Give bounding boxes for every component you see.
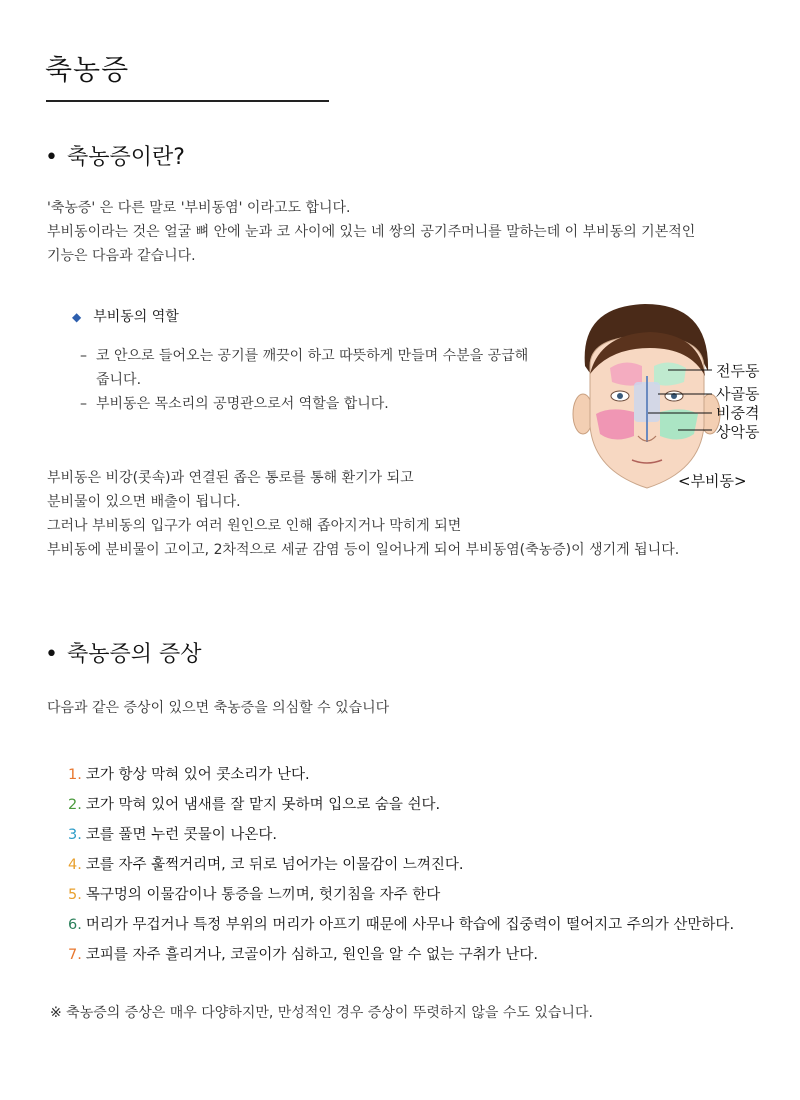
symptom-number: 1. — [68, 767, 82, 783]
section-heading-text: 축농증의 증상 — [67, 642, 202, 667]
symptom-number: 5. — [68, 887, 82, 903]
intro-paragraph — [47, 196, 767, 268]
symptom-item — [68, 940, 788, 970]
intro-line: 부비동이라는 것은 얼굴 뼈 안에 눈과 코 사이에 있는 네 쌍의 공기주머니를 말하는데 이 부비동의 기본적인 — [47, 224, 696, 240]
maxillary-sinus-right — [660, 409, 698, 439]
page-title: 축농증 — [45, 53, 130, 86]
symptom-text: 코피를 자주 흘리거나, 코골이가 심하고, 원인을 알 수 없는 구취가 난다. — [85, 947, 538, 963]
label-ethmoid-sinus: 사골동 — [716, 385, 760, 403]
symptom-number: 3. — [68, 827, 82, 843]
symptom-number: 2. — [68, 797, 82, 813]
symptom-text: 코를 자주 훌쩍거리며, 코 뒤로 넘어가는 이물감이 느껴진다. — [85, 857, 464, 873]
symptom-item — [68, 790, 788, 820]
label-nasal-septum: 비중격 — [716, 404, 760, 422]
role-item — [80, 392, 540, 416]
symptom-number: 6. — [68, 917, 82, 933]
bullet-icon: • — [45, 642, 58, 667]
symptom-text: 코가 막혀 있어 냄새를 잘 맡지 못하며 입으로 숨을 쉰다. — [85, 797, 441, 813]
title-divider — [46, 100, 329, 102]
diamond-bullet-icon: ◆ — [72, 310, 82, 324]
vent-line: 부비동에 분비물이 고이고, 2차적으로 세균 감염 등이 일어나게 되어 부비동염(축농증)이 생기게 됩니다. — [47, 542, 680, 558]
illustration-caption: <부비동> — [678, 472, 747, 490]
section-heading-what-is — [45, 140, 185, 171]
vent-line: 부비동은 비강(콧속)과 연결된 좁은 통로를 통해 환기가 되고 — [47, 470, 414, 486]
roles-list — [80, 344, 540, 416]
symptom-item — [68, 820, 788, 850]
roles-heading — [72, 306, 179, 326]
symptom-text: 목구멍의 이물감이나 통증을 느끼며, 헛기침을 자주 한다 — [85, 887, 441, 903]
left-pupil-shape — [617, 393, 623, 399]
symptom-number: 7. — [68, 947, 82, 963]
frontal-sinus-right — [654, 362, 686, 385]
role-text: 코 안으로 들어오는 공기를 깨끗이 하고 따뜻하게 만들며 수분을 공급해 줍니다. — [96, 348, 529, 388]
bullet-icon: • — [45, 145, 58, 170]
dash-icon: – — [80, 396, 87, 412]
section-heading-text: 축농증이란? — [67, 145, 185, 170]
role-item — [80, 344, 540, 392]
intro-line: '축농증' 은 다른 말로 '부비동염' 이라고도 합니다. — [47, 200, 351, 216]
symptom-number: 4. — [68, 857, 82, 873]
roles-heading-text: 부비동의 역할 — [93, 309, 179, 325]
symptom-item — [68, 880, 788, 910]
sinus-illustration — [550, 296, 790, 506]
role-text: 부비동은 목소리의 공명관으로서 역할을 합니다. — [96, 396, 389, 412]
section-heading-symptoms — [45, 637, 202, 668]
dash-icon: – — [80, 348, 87, 364]
symptom-item — [68, 760, 788, 790]
symptoms-list — [68, 760, 788, 970]
symptoms-intro: 다음과 같은 증상이 있으면 축농증을 의심할 수 있습니다 — [47, 700, 390, 716]
symptom-text: 코를 풀면 누런 콧물이 나온다. — [85, 827, 277, 843]
symptom-text: 코가 항상 막혀 있어 콧소리가 난다. — [85, 767, 310, 783]
symptom-item — [68, 850, 788, 880]
vent-line: 분비물이 있으면 배출이 됩니다. — [47, 494, 241, 510]
label-frontal-sinus: 전두동 — [716, 362, 760, 380]
maxillary-sinus-left — [596, 409, 634, 439]
symptom-text: 머리가 무겁거나 특정 부위의 머리가 아프기 때문에 사무나 학습에 집중력이 떨어지고 주의가 산만하다. — [85, 917, 735, 933]
intro-line: 기능은 다음과 같습니다. — [47, 248, 196, 264]
symptom-item — [68, 910, 788, 940]
label-maxillary-sinus: 상악동 — [716, 423, 760, 441]
symptoms-note: ※ 축농증의 증상은 매우 다양하지만, 만성적인 경우 증상이 뚜렷하지 않을 수도 있습니다. — [50, 1005, 593, 1021]
vent-line: 그러나 부비동의 입구가 여러 원인으로 인해 좁아지거나 막히게 되면 — [47, 518, 462, 534]
